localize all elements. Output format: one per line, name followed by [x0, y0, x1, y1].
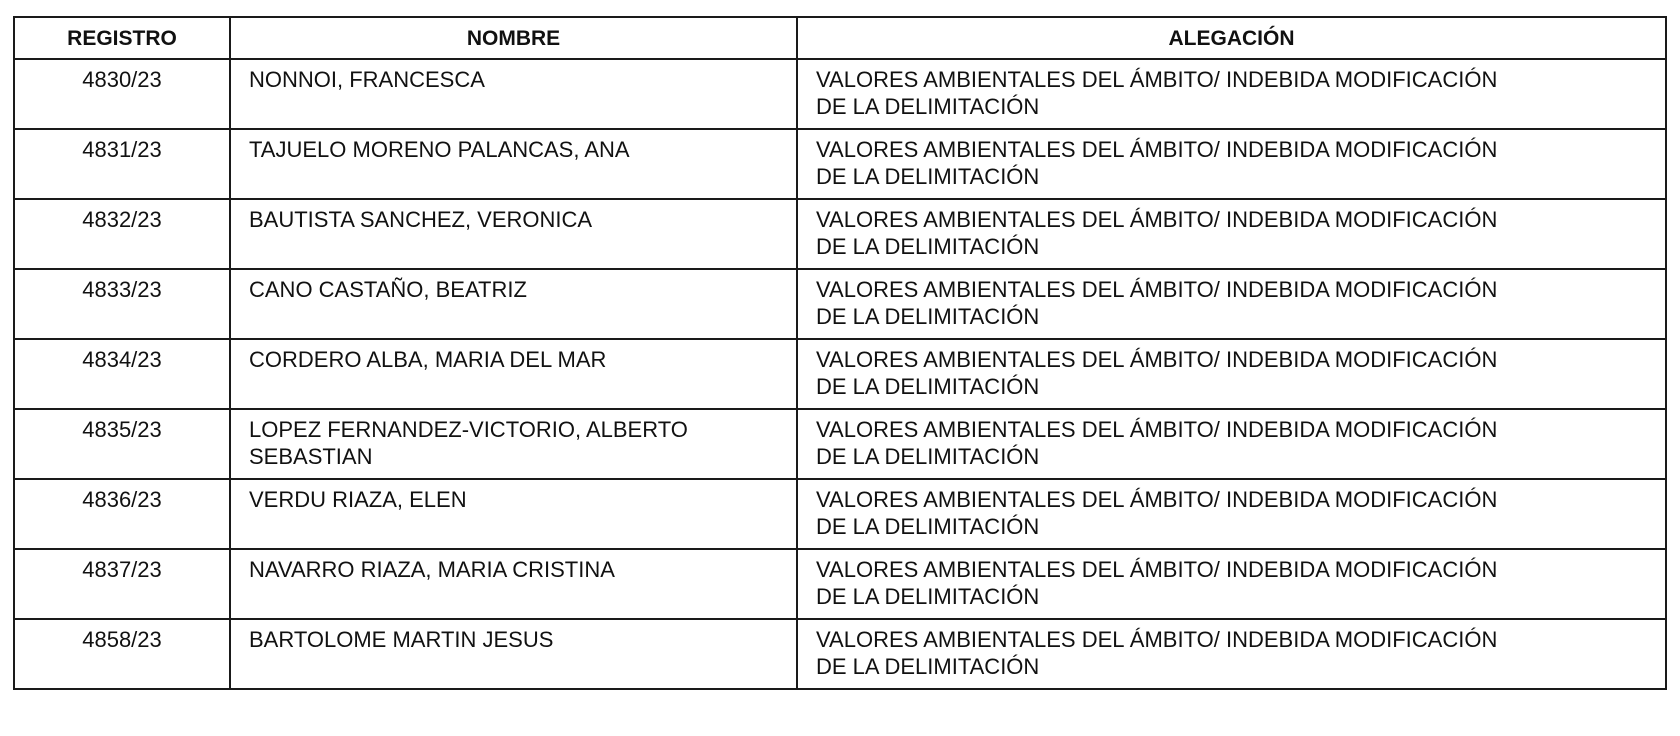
registro-value: 4835/23 [82, 417, 162, 442]
cell-registro [14, 339, 230, 409]
cell-alegacion [797, 479, 1666, 549]
header-nombre: NOMBRE [230, 17, 797, 59]
alegacion-value: VALORES AMBIENTALES DEL ÁMBITO/ INDEBIDA MODIFICACIÓN DE LA DELIMITACIÓN [816, 627, 1498, 679]
nombre-value: CANO CASTAÑO, BEATRIZ [249, 277, 527, 302]
cell-nombre [230, 619, 797, 689]
table-row [14, 549, 1666, 619]
nombre-value: CORDERO ALBA, MARIA DEL MAR [249, 347, 607, 372]
cell-registro [14, 549, 230, 619]
cell-alegacion [797, 269, 1666, 339]
nombre-value: TAJUELO MORENO PALANCAS, ANA [249, 137, 630, 162]
cell-alegacion [797, 199, 1666, 269]
registro-value: 4836/23 [82, 487, 162, 512]
cell-nombre [230, 549, 797, 619]
registro-value: 4834/23 [82, 347, 162, 372]
cell-alegacion [797, 59, 1666, 129]
cell-registro [14, 269, 230, 339]
nombre-value: VERDU RIAZA, ELEN [249, 487, 467, 512]
cell-registro [14, 479, 230, 549]
cell-nombre [230, 479, 797, 549]
header-row [14, 17, 1666, 59]
registro-value: 4832/23 [82, 207, 162, 232]
registro-value: 4833/23 [82, 277, 162, 302]
table-row [14, 59, 1666, 129]
alegacion-value: VALORES AMBIENTALES DEL ÁMBITO/ INDEBIDA MODIFICACIÓN DE LA DELIMITACIÓN [816, 417, 1498, 469]
cell-alegacion [797, 339, 1666, 409]
alegacion-value: VALORES AMBIENTALES DEL ÁMBITO/ INDEBIDA MODIFICACIÓN DE LA DELIMITACIÓN [816, 347, 1498, 399]
registro-value: 4858/23 [82, 627, 162, 652]
alegacion-value: VALORES AMBIENTALES DEL ÁMBITO/ INDEBIDA MODIFICACIÓN DE LA DELIMITACIÓN [816, 487, 1498, 539]
table-row [14, 129, 1666, 199]
cell-nombre [230, 339, 797, 409]
nombre-value: NAVARRO RIAZA, MARIA CRISTINA [249, 557, 615, 582]
table-row [14, 409, 1666, 479]
nombre-value: LOPEZ FERNANDEZ-VICTORIO, ALBERTO SEBASTIAN [249, 417, 688, 469]
alegacion-value: VALORES AMBIENTALES DEL ÁMBITO/ INDEBIDA MODIFICACIÓN DE LA DELIMITACIÓN [816, 277, 1498, 329]
nombre-value: BARTOLOME MARTIN JESUS [249, 627, 554, 652]
table-row [14, 619, 1666, 689]
table-row [14, 199, 1666, 269]
cell-nombre [230, 269, 797, 339]
alegacion-value: VALORES AMBIENTALES DEL ÁMBITO/ INDEBIDA MODIFICACIÓN DE LA DELIMITACIÓN [816, 207, 1498, 259]
cell-registro [14, 199, 230, 269]
registro-value: 4830/23 [82, 67, 162, 92]
header-registro: REGISTRO [14, 17, 230, 59]
cell-nombre [230, 199, 797, 269]
cell-nombre [230, 129, 797, 199]
cell-alegacion [797, 619, 1666, 689]
header-alegacion: ALEGACIÓN [797, 17, 1666, 59]
table-row [14, 479, 1666, 549]
registro-value: 4831/23 [82, 137, 162, 162]
cell-nombre [230, 409, 797, 479]
nombre-value: BAUTISTA SANCHEZ, VERONICA [249, 207, 593, 232]
alegaciones-table [13, 16, 1667, 690]
cell-registro [14, 59, 230, 129]
alegacion-value: VALORES AMBIENTALES DEL ÁMBITO/ INDEBIDA MODIFICACIÓN DE LA DELIMITACIÓN [816, 67, 1498, 119]
cell-alegacion [797, 129, 1666, 199]
cell-registro [14, 619, 230, 689]
registro-value: 4837/23 [82, 557, 162, 582]
cell-nombre [230, 59, 797, 129]
table-body [14, 59, 1666, 689]
table-row [14, 269, 1666, 339]
nombre-value: NONNOI, FRANCESCA [249, 67, 485, 92]
table-header [14, 17, 1666, 59]
cell-alegacion [797, 549, 1666, 619]
alegacion-value: VALORES AMBIENTALES DEL ÁMBITO/ INDEBIDA MODIFICACIÓN DE LA DELIMITACIÓN [816, 557, 1498, 609]
cell-alegacion [797, 409, 1666, 479]
cell-registro [14, 409, 230, 479]
alegacion-value: VALORES AMBIENTALES DEL ÁMBITO/ INDEBIDA MODIFICACIÓN DE LA DELIMITACIÓN [816, 137, 1498, 189]
table-row [14, 339, 1666, 409]
cell-registro [14, 129, 230, 199]
